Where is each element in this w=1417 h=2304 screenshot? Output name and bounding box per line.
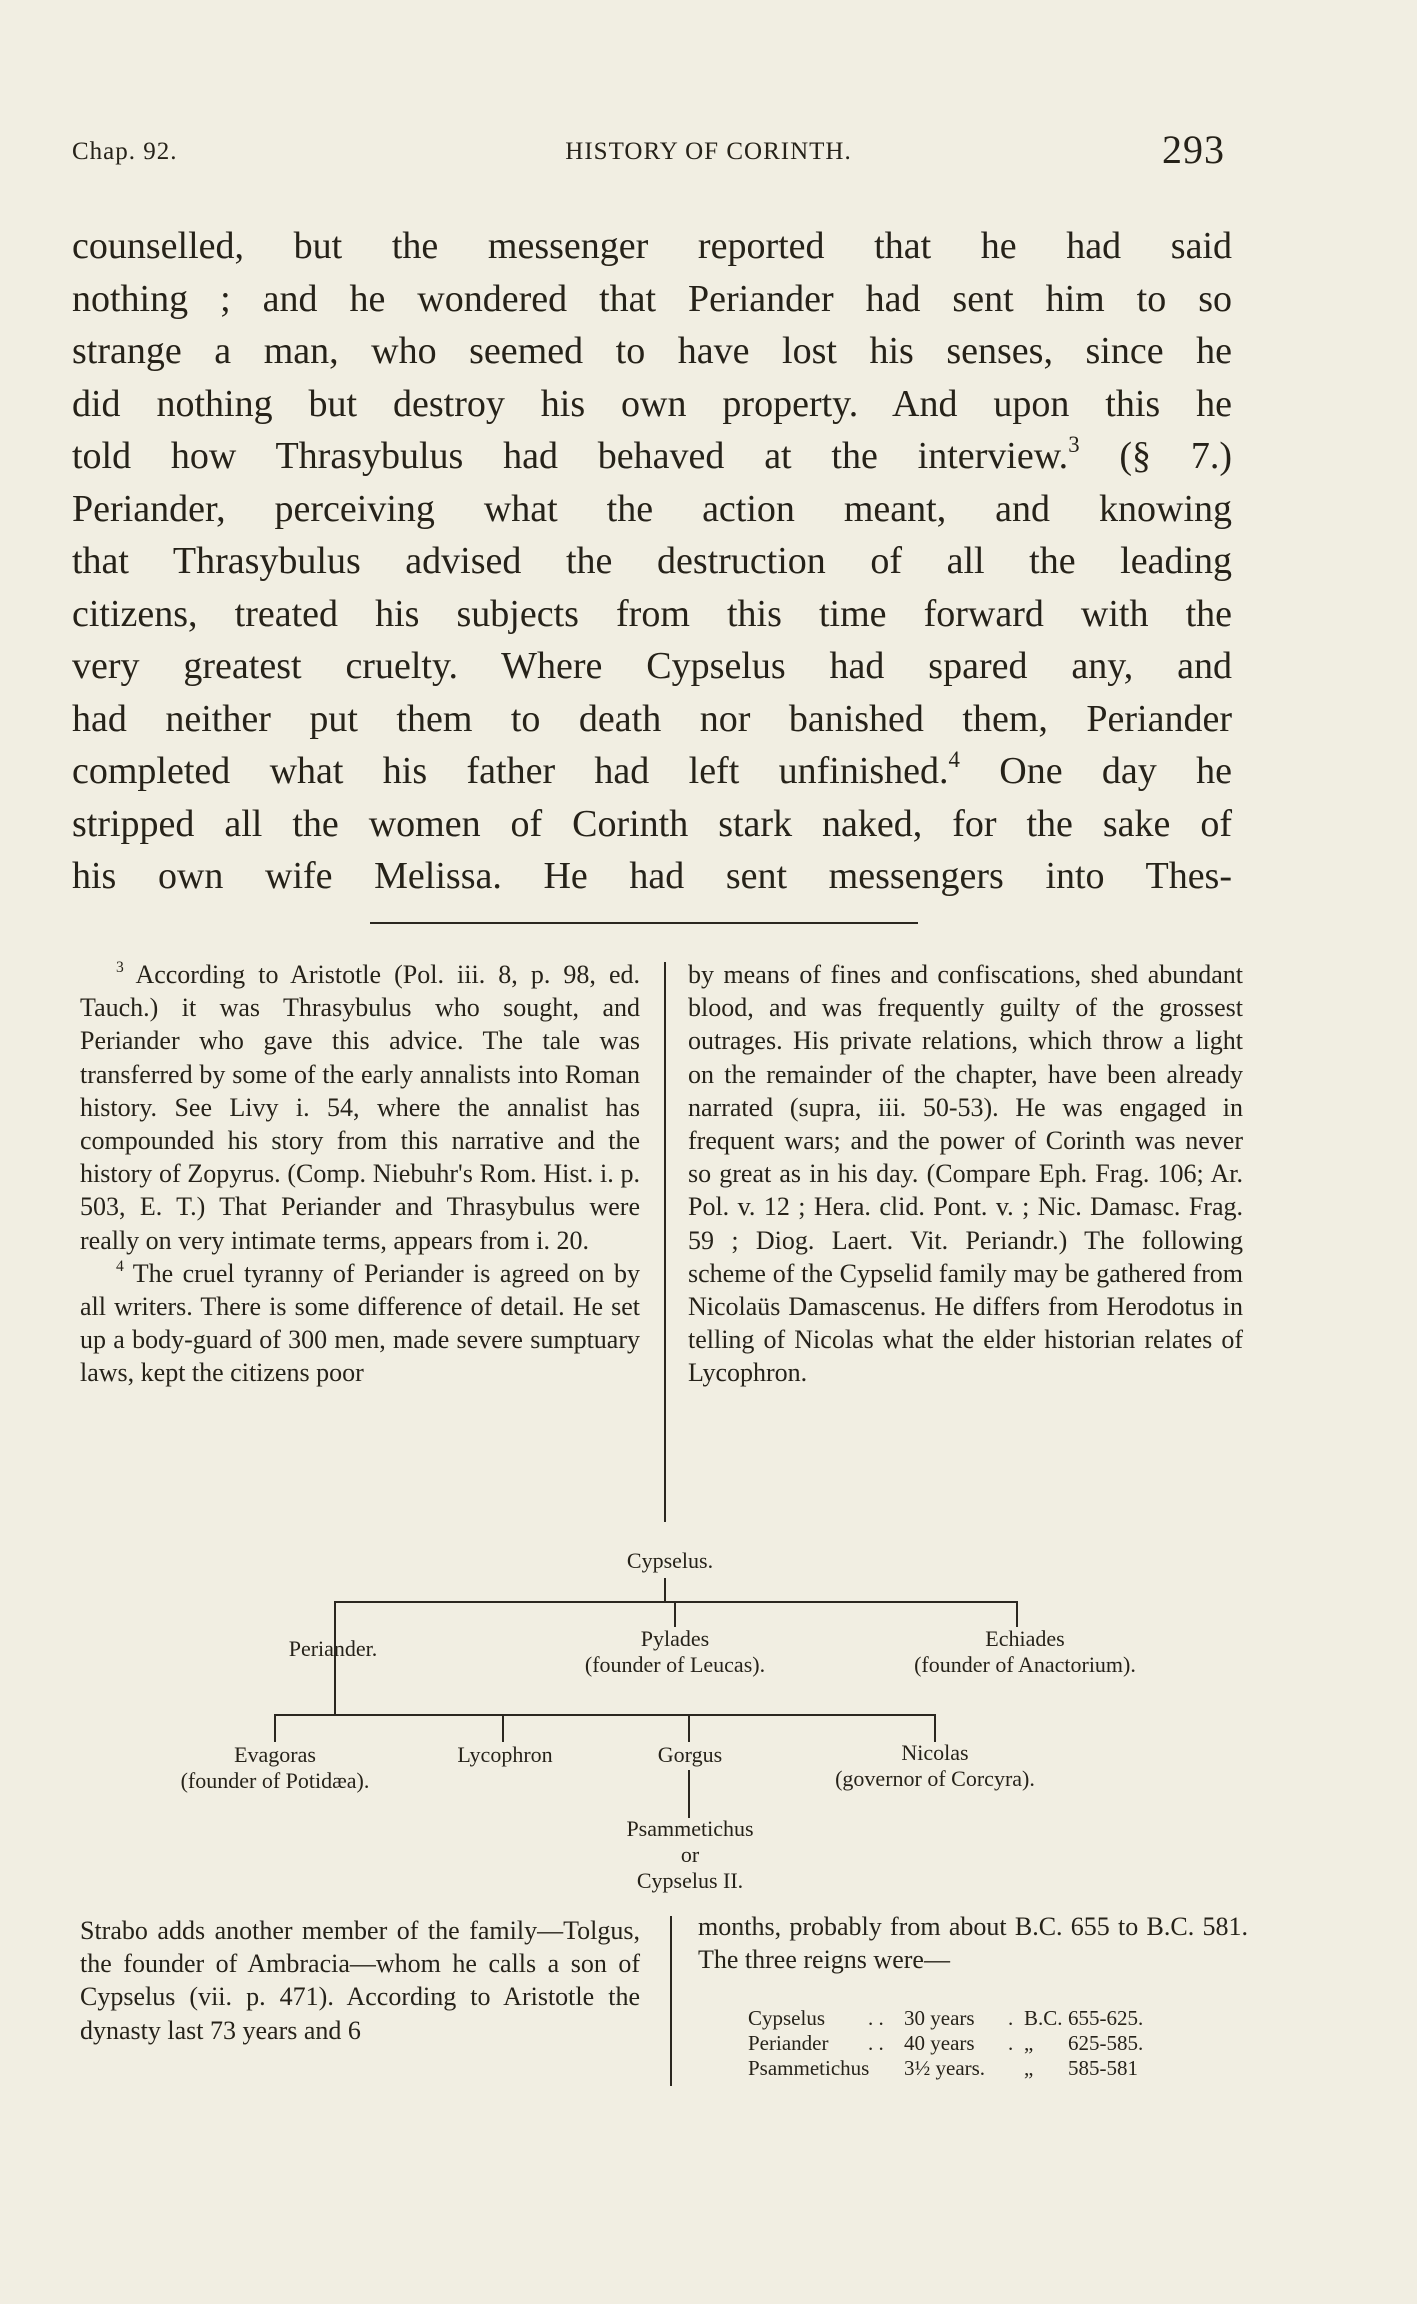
- footnote-4: $^4$ The cruel tyranny of Periander is agreed on by all writers. There is some difference of detail. He set up a body-guard of 300 men, made severe sumptuary laws, kept the citizens poor: [80, 1257, 640, 1388]
- tree-line: [664, 1578, 666, 1602]
- tree-line: [502, 1714, 504, 1742]
- tree-gorgus: Gorgus: [657, 1742, 723, 1767]
- page-number: 293: [1162, 127, 1225, 172]
- chapter-label: Chap. 92.: [72, 138, 178, 165]
- footnote-ref-4[interactable]: 4: [948, 747, 960, 773]
- bottom-right-text: months, probably from about B.C. 655 to B.C. 581. The three reigns were—: [698, 1912, 1248, 1975]
- tree-line: [674, 1601, 676, 1627]
- tree-line: [274, 1714, 276, 1742]
- reign-row: Cypselus . . 30 years . B.C. 655-625.: [748, 2006, 1144, 2030]
- tree-line: [934, 1714, 936, 1742]
- tree-pylades: Pylades (founder of Leucas).: [584, 1626, 766, 1677]
- main-line-2: nothing ; and he wondered that Periander had sent him to so: [72, 277, 1232, 320]
- bottom-column-divider: [670, 1916, 672, 2086]
- tree-line: [688, 1770, 690, 1818]
- running-title: HISTORY OF CORINTH.: [565, 138, 852, 165]
- main-line-13: his own wife Melissa. He had sent messengers into Thes-: [72, 855, 1232, 897]
- tree-lycophron: Lycophron: [457, 1742, 553, 1767]
- main-line-11: completed what his father had left unfinished.$^4$ One day he: [72, 747, 1232, 792]
- tree-line: [274, 1714, 934, 1716]
- tree-evagoras: Evagoras (founder of Potidæa).: [180, 1742, 370, 1793]
- column-divider: [664, 962, 666, 1522]
- tree-echiades: Echiades (founder of Anactorium).: [914, 1626, 1136, 1677]
- footnote-4-continued: by means of fines and confiscations, shed abundant blood, and was frequently guilty of the grossest outrages. His private relations, which throw a light on the remainder of the chapter, have been already narrated (supra, iii. 50-53). He was engaged in frequent wars; and the power of Corinth was never so great as in his day. (Compare Eph. Frag. 106; Ar. Pol. v. 12 ; Hera. clid. Pont. v. ; Nic. Damasc. Frag. 59 ; Diog. Laert. Vit. Periandr.) The following scheme of the Cypselid family may be gathered from Nicolaüs Damascenus. He differs from Herodotus in telling of Nicolas what the elder historian relates of Lycophron.: [688, 960, 1243, 1388]
- main-line-10: had neither put them to death nor banished them, Periander: [72, 697, 1232, 740]
- footnote-3: $^3$ According to Aristotle (Pol. iii. 8, p. 98, ed. Tauch.) it was Thrasybulus who sought, and Periander who gave this advice. The tale was transferred by some of the early annalists into Roman history. See Livy i. 54, where the annalist has compounded his story from this narrative and the history of Zopyrus. (Comp. Niebuhr's Rom. Hist. i. p. 503, E. T.) That Periander and Thrasybulus were really on very intimate terms, appears from i. 20.: [80, 958, 640, 1255]
- footnotes-right-column: [688, 958, 1243, 1390]
- tree-cypselus: Cypselus.: [626, 1548, 714, 1573]
- tree-nicolas: Nicolas (governor of Corcyra).: [835, 1740, 1035, 1791]
- footnote-ref-3[interactable]: 3: [1068, 432, 1080, 458]
- footnote-separator: [370, 922, 918, 924]
- main-line-1: counselled, but the messenger reported that he had said: [72, 225, 1232, 267]
- reigns-table: [748, 2006, 1218, 2081]
- main-line-4: did nothing but destroy his own property. And upon this he: [72, 382, 1232, 425]
- bottom-left-text: Strabo adds another member of the family—Tolgus, the founder of Ambracia—whom he calls a son of Cypselus (vii. p. 471). According to Aristotle the dynasty last 73 years and 6: [80, 1916, 640, 2045]
- tree-line: [688, 1714, 690, 1742]
- tree-periander: Periander.: [288, 1636, 378, 1661]
- main-line-8: citizens, treated his subjects from this time forward with the: [72, 592, 1232, 635]
- footnotes-left-column: [80, 958, 640, 1390]
- main-line-9: very greatest cruelty. Where Cypselus had spared any, and: [72, 645, 1232, 687]
- reign-row: Periander . . 40 years . „ 625-585.: [748, 2031, 1144, 2055]
- main-line-3: strange a man, who seemed to have lost his senses, since he: [72, 330, 1232, 372]
- reign-row: Psammetichus 3½ years. „ 585-581: [748, 2056, 1138, 2080]
- main-text: [72, 220, 1232, 903]
- main-line-6: Periander, perceiving what the action meant, and knowing: [72, 487, 1232, 530]
- tree-psammetichus: Psammetichus or Cypselus II.: [626, 1816, 754, 1893]
- main-line-7: that Thrasybulus advised the destruction of all the leading: [72, 540, 1232, 582]
- main-line-5: told how Thrasybulus had behaved at the interview.$^3$ (§ 7.): [72, 432, 1232, 477]
- main-line-12: stripped all the women of Corinth stark naked, for the sake of: [72, 802, 1232, 845]
- tree-line: [1016, 1601, 1018, 1627]
